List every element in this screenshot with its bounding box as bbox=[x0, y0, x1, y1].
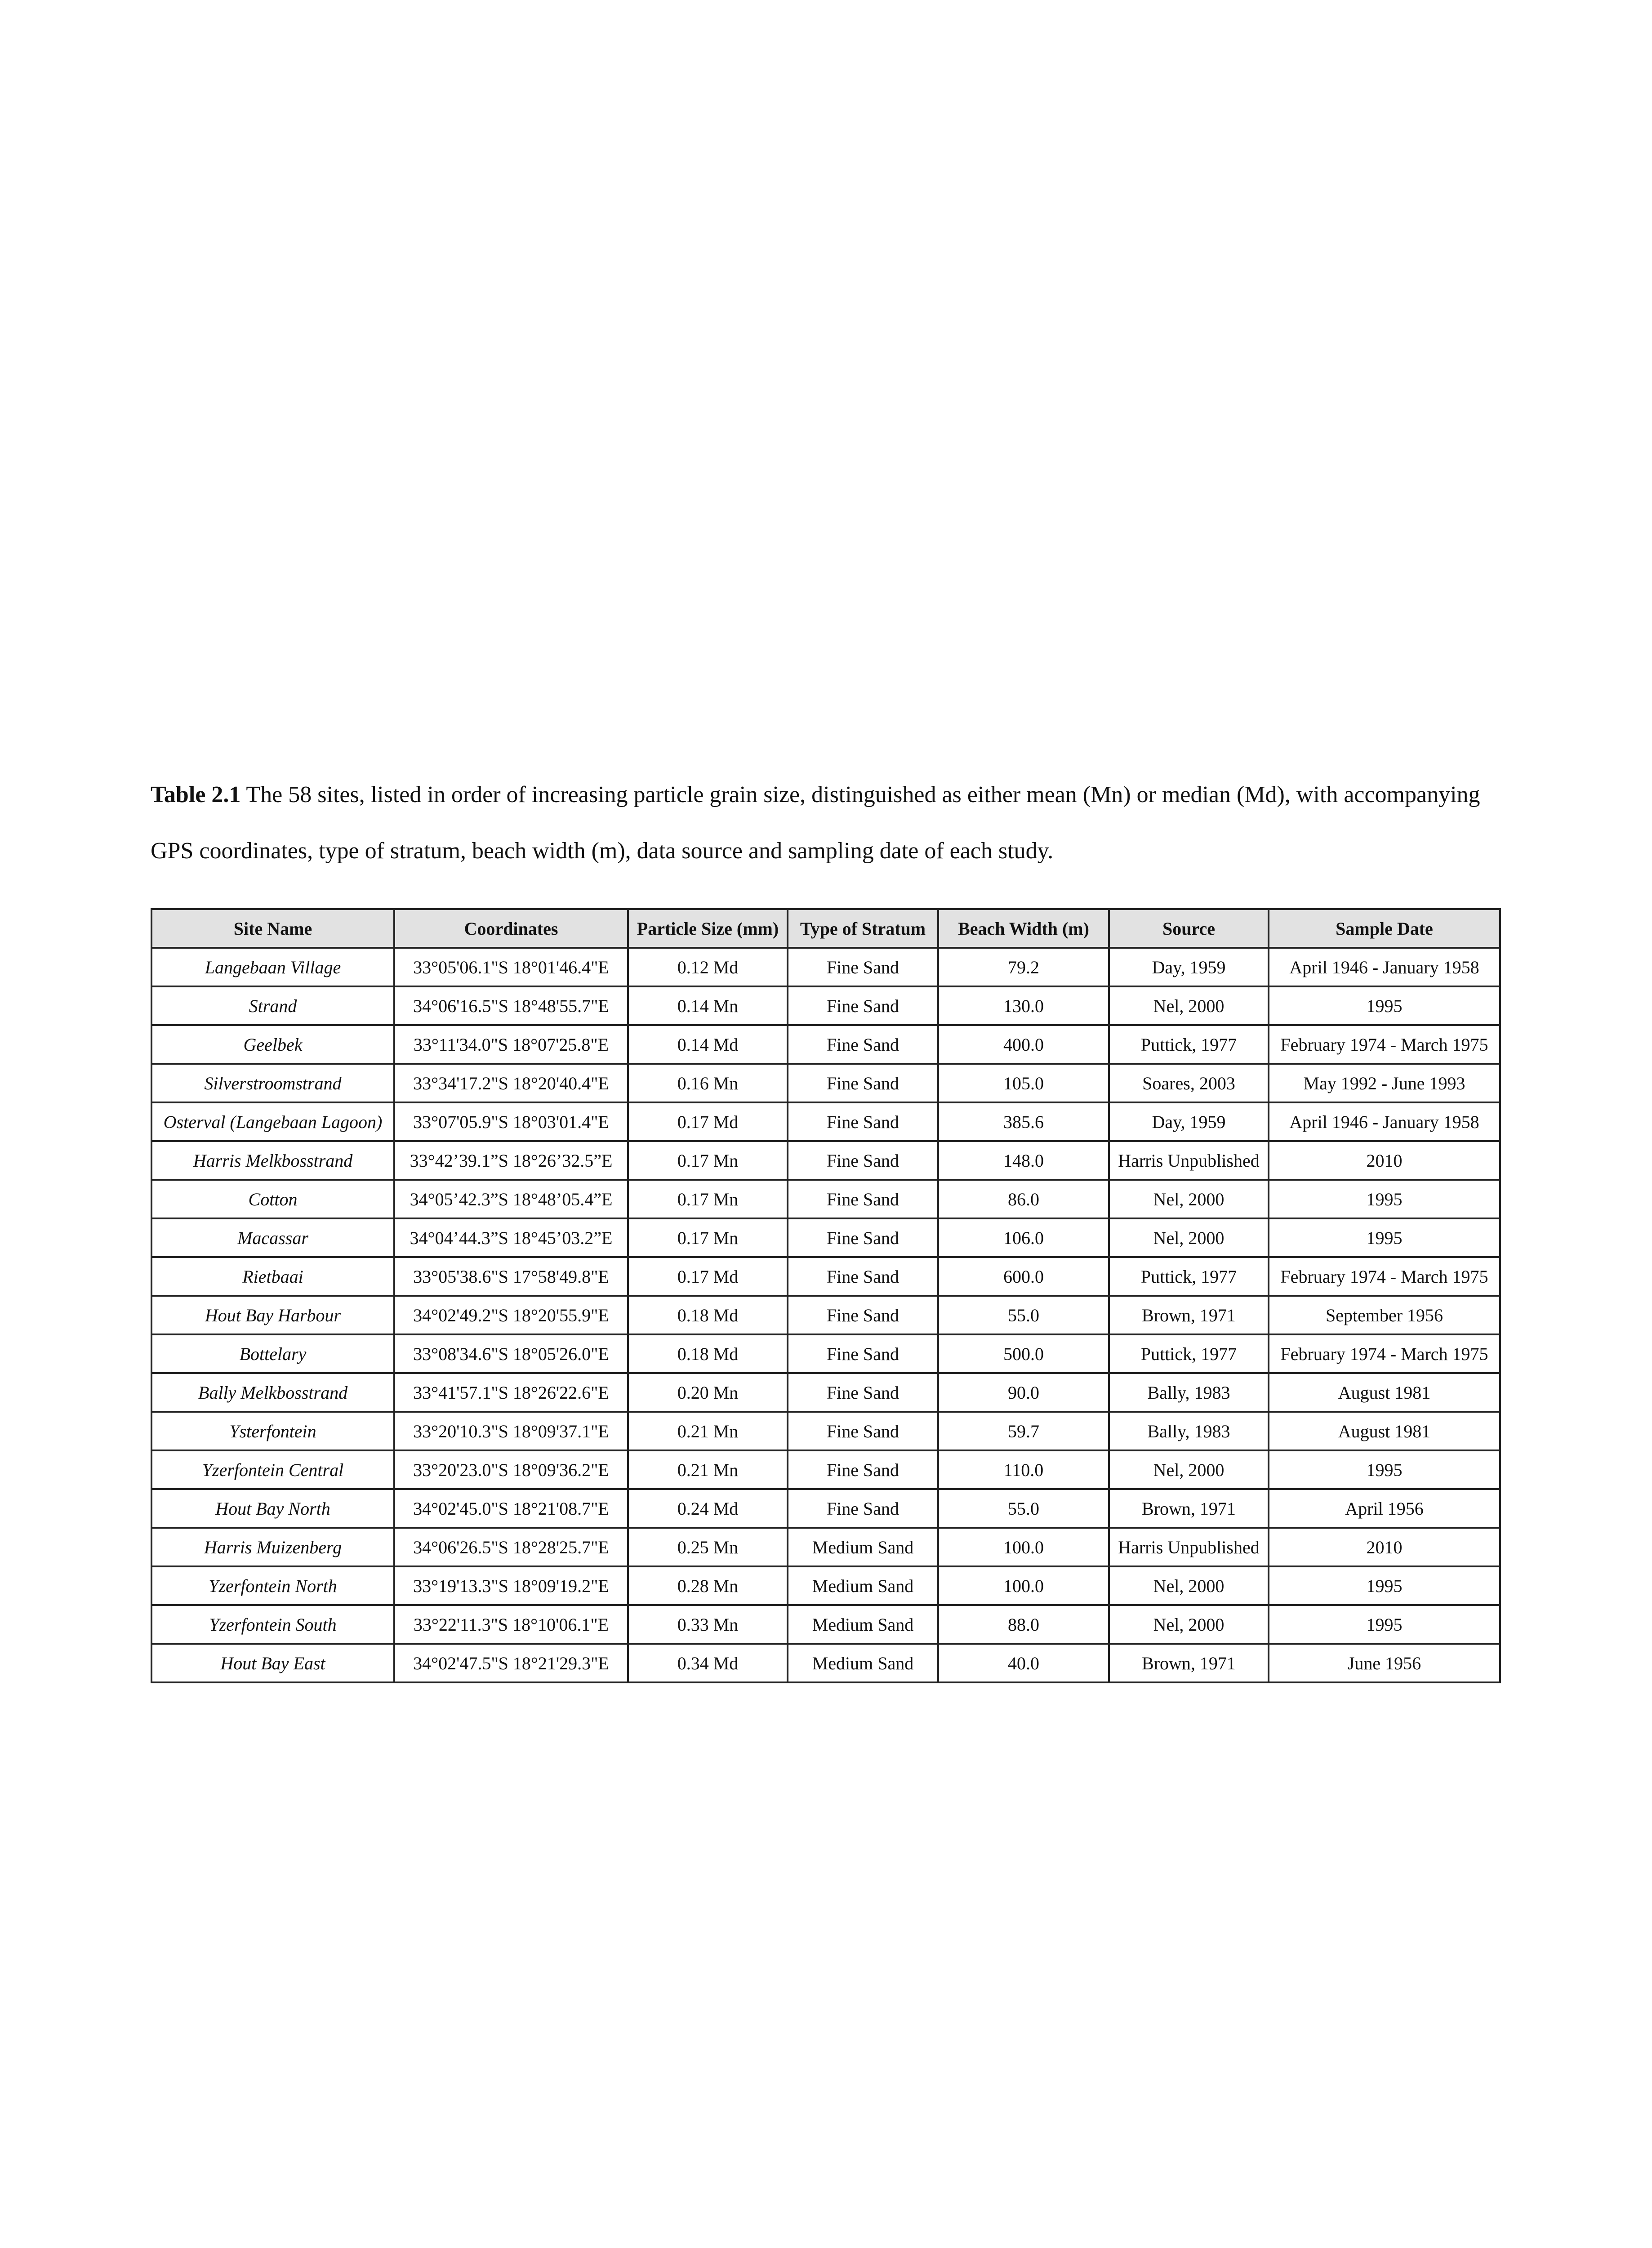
cell-coordinates: 33°42’39.1”S 18°26’32.5”E bbox=[394, 1141, 628, 1180]
cell-site-name: Cotton bbox=[151, 1180, 394, 1218]
cell-beach-width: 105.0 bbox=[938, 1064, 1109, 1102]
cell-type-of-stratum: Fine Sand bbox=[788, 1296, 938, 1334]
cell-particle-size: 0.18 Md bbox=[628, 1296, 788, 1334]
cell-coordinates: 33°07'05.9"S 18°03'01.4"E bbox=[394, 1102, 628, 1141]
cell-beach-width: 40.0 bbox=[938, 1644, 1109, 1682]
cell-beach-width: 100.0 bbox=[938, 1528, 1109, 1566]
sites-table bbox=[151, 908, 1501, 1683]
cell-beach-width: 55.0 bbox=[938, 1489, 1109, 1528]
cell-coordinates: 33°34'17.2"S 18°20'40.4"E bbox=[394, 1064, 628, 1102]
cell-type-of-stratum: Medium Sand bbox=[788, 1644, 938, 1682]
cell-beach-width: 79.2 bbox=[938, 948, 1109, 986]
cell-site-name: Ysterfontein bbox=[151, 1412, 394, 1450]
cell-type-of-stratum: Fine Sand bbox=[788, 1373, 938, 1412]
cell-particle-size: 0.25 Mn bbox=[628, 1528, 788, 1566]
cell-sample-date: August 1981 bbox=[1269, 1412, 1500, 1450]
cell-site-name: Geelbek bbox=[151, 1025, 394, 1064]
cell-source: Bally, 1983 bbox=[1109, 1412, 1269, 1450]
cell-site-name: Bottelary bbox=[151, 1334, 394, 1373]
cell-sample-date: February 1974 - March 1975 bbox=[1269, 1257, 1500, 1296]
cell-particle-size: 0.34 Md bbox=[628, 1644, 788, 1682]
table-header-row bbox=[151, 909, 1500, 948]
table-row bbox=[151, 1412, 1500, 1450]
cell-coordinates: 33°19'13.3"S 18°09'19.2"E bbox=[394, 1566, 628, 1605]
cell-coordinates: 33°05'38.6"S 17°58'49.8"E bbox=[394, 1257, 628, 1296]
cell-type-of-stratum: Medium Sand bbox=[788, 1605, 938, 1644]
cell-sample-date: 2010 bbox=[1269, 1528, 1500, 1566]
cell-beach-width: 385.6 bbox=[938, 1102, 1109, 1141]
caption-text: The 58 sites, listed in order of increasing particle grain size, distinguished as either mean (Mn) or median (Md), with accompanying GPS coordinates, type of stratum, beach width (m), data source and sampling date of each study. bbox=[151, 782, 1480, 864]
table-row bbox=[151, 1605, 1500, 1644]
cell-beach-width: 600.0 bbox=[938, 1257, 1109, 1296]
cell-site-name: Yzerfontein Central bbox=[151, 1450, 394, 1489]
cell-beach-width: 88.0 bbox=[938, 1605, 1109, 1644]
cell-sample-date: 1995 bbox=[1269, 986, 1500, 1025]
cell-particle-size: 0.28 Mn bbox=[628, 1566, 788, 1605]
cell-sample-date: August 1981 bbox=[1269, 1373, 1500, 1412]
cell-type-of-stratum: Fine Sand bbox=[788, 986, 938, 1025]
cell-site-name: Strand bbox=[151, 986, 394, 1025]
cell-source: Puttick, 1977 bbox=[1109, 1334, 1269, 1373]
column-header-type-of-stratum: Type of Stratum bbox=[788, 909, 938, 948]
cell-sample-date: April 1956 bbox=[1269, 1489, 1500, 1528]
cell-coordinates: 34°04’44.3”S 18°45’03.2”E bbox=[394, 1218, 628, 1257]
cell-particle-size: 0.21 Mn bbox=[628, 1450, 788, 1489]
cell-sample-date: 2010 bbox=[1269, 1141, 1500, 1180]
cell-source: Nel, 2000 bbox=[1109, 1180, 1269, 1218]
cell-source: Puttick, 1977 bbox=[1109, 1025, 1269, 1064]
table-row bbox=[151, 986, 1500, 1025]
column-header-site-name: Site Name bbox=[151, 909, 394, 948]
cell-sample-date: 1995 bbox=[1269, 1218, 1500, 1257]
cell-particle-size: 0.17 Md bbox=[628, 1257, 788, 1296]
cell-sample-date: May 1992 - June 1993 bbox=[1269, 1064, 1500, 1102]
cell-coordinates: 34°02'49.2"S 18°20'55.9"E bbox=[394, 1296, 628, 1334]
table-row bbox=[151, 1141, 1500, 1180]
table-row bbox=[151, 1528, 1500, 1566]
column-header-particle-size: Particle Size (mm) bbox=[628, 909, 788, 948]
table-row bbox=[151, 1334, 1500, 1373]
cell-type-of-stratum: Fine Sand bbox=[788, 1218, 938, 1257]
cell-site-name: Hout Bay North bbox=[151, 1489, 394, 1528]
cell-beach-width: 100.0 bbox=[938, 1566, 1109, 1605]
cell-site-name: Harris Muizenberg bbox=[151, 1528, 394, 1566]
cell-source: Nel, 2000 bbox=[1109, 1605, 1269, 1644]
cell-type-of-stratum: Fine Sand bbox=[788, 1025, 938, 1064]
column-header-source: Source bbox=[1109, 909, 1269, 948]
cell-source: Harris Unpublished bbox=[1109, 1141, 1269, 1180]
cell-sample-date: 1995 bbox=[1269, 1566, 1500, 1605]
cell-beach-width: 55.0 bbox=[938, 1296, 1109, 1334]
cell-site-name: Hout Bay East bbox=[151, 1644, 394, 1682]
cell-sample-date: April 1946 - January 1958 bbox=[1269, 1102, 1500, 1141]
cell-particle-size: 0.16 Mn bbox=[628, 1064, 788, 1102]
table-caption bbox=[151, 767, 1504, 879]
cell-beach-width: 90.0 bbox=[938, 1373, 1109, 1412]
cell-source: Puttick, 1977 bbox=[1109, 1257, 1269, 1296]
cell-source: Nel, 2000 bbox=[1109, 1450, 1269, 1489]
cell-beach-width: 148.0 bbox=[938, 1141, 1109, 1180]
cell-particle-size: 0.17 Mn bbox=[628, 1141, 788, 1180]
cell-site-name: Rietbaai bbox=[151, 1257, 394, 1296]
cell-particle-size: 0.14 Md bbox=[628, 1025, 788, 1064]
cell-particle-size: 0.17 Mn bbox=[628, 1218, 788, 1257]
cell-type-of-stratum: Fine Sand bbox=[788, 1450, 938, 1489]
cell-source: Nel, 2000 bbox=[1109, 986, 1269, 1025]
cell-particle-size: 0.17 Md bbox=[628, 1102, 788, 1141]
cell-coordinates: 34°06'16.5"S 18°48'55.7"E bbox=[394, 986, 628, 1025]
cell-site-name: Silverstroomstrand bbox=[151, 1064, 394, 1102]
cell-coordinates: 33°20'23.0"S 18°09'36.2"E bbox=[394, 1450, 628, 1489]
cell-coordinates: 33°20'10.3"S 18°09'37.1"E bbox=[394, 1412, 628, 1450]
cell-beach-width: 110.0 bbox=[938, 1450, 1109, 1489]
cell-coordinates: 33°11'34.0"S 18°07'25.8"E bbox=[394, 1025, 628, 1064]
cell-site-name: Macassar bbox=[151, 1218, 394, 1257]
cell-source: Nel, 2000 bbox=[1109, 1566, 1269, 1605]
cell-type-of-stratum: Fine Sand bbox=[788, 1064, 938, 1102]
cell-particle-size: 0.24 Md bbox=[628, 1489, 788, 1528]
cell-sample-date: June 1956 bbox=[1269, 1644, 1500, 1682]
cell-source: Nel, 2000 bbox=[1109, 1218, 1269, 1257]
cell-type-of-stratum: Medium Sand bbox=[788, 1528, 938, 1566]
cell-coordinates: 34°02'45.0"S 18°21'08.7"E bbox=[394, 1489, 628, 1528]
cell-source: Brown, 1971 bbox=[1109, 1489, 1269, 1528]
table-label: Table 2.1 bbox=[151, 782, 241, 807]
cell-sample-date: September 1956 bbox=[1269, 1296, 1500, 1334]
sites-table-container bbox=[151, 908, 1499, 1683]
table-row bbox=[151, 1102, 1500, 1141]
column-header-beach-width: Beach Width (m) bbox=[938, 909, 1109, 948]
cell-site-name: Bally Melkbosstrand bbox=[151, 1373, 394, 1412]
cell-site-name: Yzerfontein North bbox=[151, 1566, 394, 1605]
table-row bbox=[151, 948, 1500, 986]
cell-particle-size: 0.33 Mn bbox=[628, 1605, 788, 1644]
cell-particle-size: 0.12 Md bbox=[628, 948, 788, 986]
cell-site-name: Hout Bay Harbour bbox=[151, 1296, 394, 1334]
cell-type-of-stratum: Fine Sand bbox=[788, 1489, 938, 1528]
cell-beach-width: 400.0 bbox=[938, 1025, 1109, 1064]
cell-source: Day, 1959 bbox=[1109, 1102, 1269, 1141]
table-row bbox=[151, 1025, 1500, 1064]
cell-source: Brown, 1971 bbox=[1109, 1644, 1269, 1682]
cell-type-of-stratum: Fine Sand bbox=[788, 948, 938, 986]
cell-sample-date: April 1946 - January 1958 bbox=[1269, 948, 1500, 986]
cell-beach-width: 130.0 bbox=[938, 986, 1109, 1025]
cell-sample-date: February 1974 - March 1975 bbox=[1269, 1025, 1500, 1064]
table-row bbox=[151, 1257, 1500, 1296]
table-row bbox=[151, 1180, 1500, 1218]
table-row bbox=[151, 1489, 1500, 1528]
cell-beach-width: 500.0 bbox=[938, 1334, 1109, 1373]
cell-sample-date: February 1974 - March 1975 bbox=[1269, 1334, 1500, 1373]
cell-coordinates: 34°05’42.3”S 18°48’05.4”E bbox=[394, 1180, 628, 1218]
cell-type-of-stratum: Fine Sand bbox=[788, 1257, 938, 1296]
cell-coordinates: 33°41'57.1"S 18°26'22.6"E bbox=[394, 1373, 628, 1412]
cell-source: Soares, 2003 bbox=[1109, 1064, 1269, 1102]
cell-source: Bally, 1983 bbox=[1109, 1373, 1269, 1412]
cell-type-of-stratum: Fine Sand bbox=[788, 1412, 938, 1450]
cell-particle-size: 0.17 Mn bbox=[628, 1180, 788, 1218]
cell-coordinates: 33°22'11.3"S 18°10'06.1"E bbox=[394, 1605, 628, 1644]
table-row bbox=[151, 1450, 1500, 1489]
cell-type-of-stratum: Medium Sand bbox=[788, 1566, 938, 1605]
table-row bbox=[151, 1644, 1500, 1682]
cell-site-name: Osterval (Langebaan Lagoon) bbox=[151, 1102, 394, 1141]
cell-sample-date: 1995 bbox=[1269, 1605, 1500, 1644]
cell-sample-date: 1995 bbox=[1269, 1180, 1500, 1218]
cell-particle-size: 0.20 Mn bbox=[628, 1373, 788, 1412]
cell-coordinates: 34°06'26.5"S 18°28'25.7"E bbox=[394, 1528, 628, 1566]
cell-beach-width: 106.0 bbox=[938, 1218, 1109, 1257]
table-row bbox=[151, 1296, 1500, 1334]
cell-coordinates: 33°05'06.1"S 18°01'46.4"E bbox=[394, 948, 628, 986]
cell-type-of-stratum: Fine Sand bbox=[788, 1102, 938, 1141]
cell-sample-date: 1995 bbox=[1269, 1450, 1500, 1489]
cell-beach-width: 86.0 bbox=[938, 1180, 1109, 1218]
cell-type-of-stratum: Fine Sand bbox=[788, 1180, 938, 1218]
cell-particle-size: 0.21 Mn bbox=[628, 1412, 788, 1450]
cell-beach-width: 59.7 bbox=[938, 1412, 1109, 1450]
table-row bbox=[151, 1218, 1500, 1257]
table-row bbox=[151, 1373, 1500, 1412]
table-body bbox=[151, 948, 1500, 1682]
cell-source: Harris Unpublished bbox=[1109, 1528, 1269, 1566]
cell-source: Brown, 1971 bbox=[1109, 1296, 1269, 1334]
cell-particle-size: 0.18 Md bbox=[628, 1334, 788, 1373]
column-header-sample-date: Sample Date bbox=[1269, 909, 1500, 948]
column-header-coordinates: Coordinates bbox=[394, 909, 628, 948]
cell-type-of-stratum: Fine Sand bbox=[788, 1141, 938, 1180]
cell-site-name: Yzerfontein South bbox=[151, 1605, 394, 1644]
cell-type-of-stratum: Fine Sand bbox=[788, 1334, 938, 1373]
cell-site-name: Langebaan Village bbox=[151, 948, 394, 986]
cell-coordinates: 34°02'47.5"S 18°21'29.3"E bbox=[394, 1644, 628, 1682]
cell-coordinates: 33°08'34.6"S 18°05'26.0"E bbox=[394, 1334, 628, 1373]
cell-source: Day, 1959 bbox=[1109, 948, 1269, 986]
table-row bbox=[151, 1566, 1500, 1605]
cell-particle-size: 0.14 Mn bbox=[628, 986, 788, 1025]
table-row bbox=[151, 1064, 1500, 1102]
cell-site-name: Harris Melkbosstrand bbox=[151, 1141, 394, 1180]
